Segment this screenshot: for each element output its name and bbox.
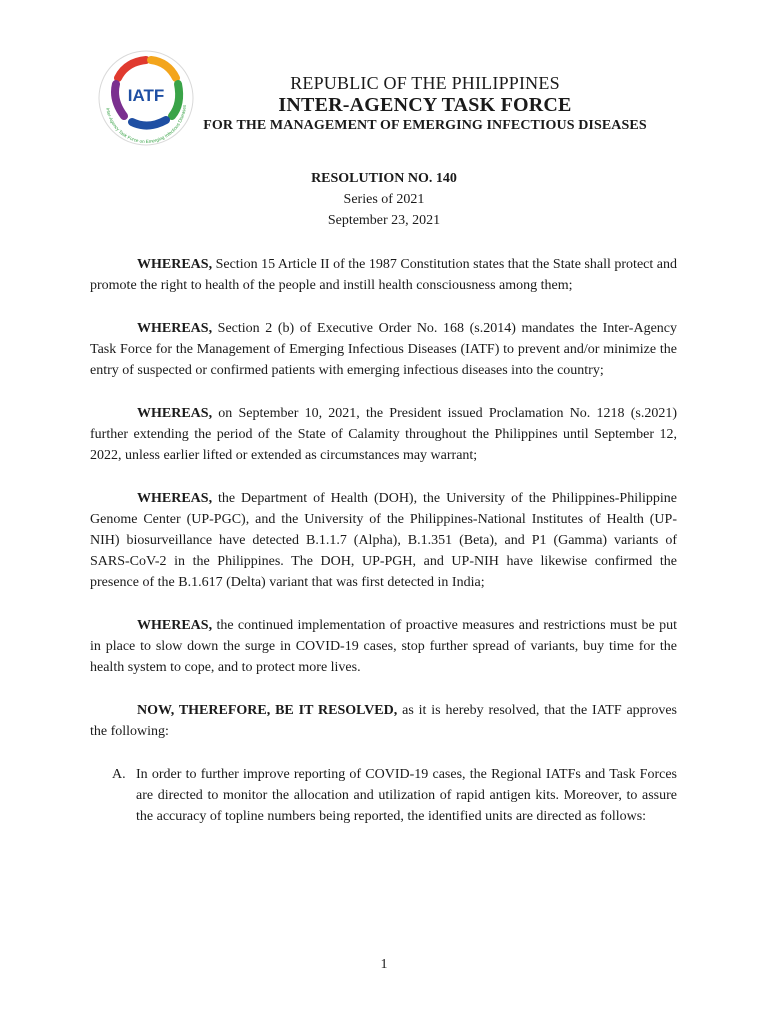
page-number: 1 <box>380 957 388 972</box>
whereas-paragraph-3 <box>90 403 677 466</box>
resolution-body <box>90 254 677 827</box>
letterhead <box>200 72 650 135</box>
resolved-paragraph <box>90 700 677 742</box>
whereas-paragraph-5 <box>90 615 677 678</box>
whereas-paragraph-4 <box>90 488 677 593</box>
logo-ring-text: Inter-Agency Task Force on Emerging Infectious Diseases <box>105 104 187 145</box>
resolution-heading <box>0 168 768 231</box>
list-marker: A. <box>112 767 126 782</box>
resolution-date: September 23, 2021 <box>327 213 441 228</box>
paragraph-lead: WHEREAS, <box>137 321 213 336</box>
paragraph-text: Section 15 Article II of the 1987 Constitution states that the State shall protect and promote the right to health of the people and instill health consciousness among them; <box>90 257 677 293</box>
paragraph-text: as it is hereby resolved, that the IATF approves the following: <box>90 703 678 739</box>
agency-title: INTER-AGENCY TASK FORCE <box>278 94 572 116</box>
paragraph-lead: WHEREAS, <box>137 618 213 633</box>
whereas-paragraph-1 <box>90 254 677 296</box>
paragraph-text: Section 2 (b) of Executive Order No. 168 (s.2014) mandates the Inter-Agency Task Force for the Management of Emerging Infectious Diseases (IATF) to prevent and/or minimize the entry of suspected or confirmed patients with emerging infectious diseases into the country; <box>90 321 677 378</box>
logo-text: IATF <box>127 86 165 105</box>
list-item-a <box>90 764 677 827</box>
iatf-logo <box>96 48 196 148</box>
paragraph-text: on September 10, 2021, the President issued Proclamation No. 1218 (s.2021) further extending the period of the State of Calamity throughout the Philippines until September 12, 2022, unless earlier lifted or extended as circumstances may warrant; <box>90 406 677 463</box>
resolution-series: Series of 2021 <box>343 192 425 207</box>
whereas-paragraph-2 <box>90 318 677 381</box>
list-item-text: In order to further improve reporting of COVID-19 cases, the Regional IATFs and Task Forces are directed to monitor the allocation and utilization of rapid antigen kits. Moreover, to assure the accuracy of topline numbers being reported, the identified units are directed as follows: <box>136 767 677 824</box>
agency-subtitle: FOR THE MANAGEMENT OF EMERGING INFECTIOUS DISEASES <box>203 118 647 133</box>
paragraph-lead: WHEREAS, <box>137 491 213 506</box>
paragraph-lead: WHEREAS, <box>137 257 213 272</box>
paragraph-text: the continued implementation of proactive measures and restrictions must be put in place to slow down the surge in COVID-19 cases, stop further spread of variants, buy time for the health system to cope, and to protect more lives. <box>90 618 677 675</box>
paragraph-lead: WHEREAS, <box>137 406 213 421</box>
paragraph-lead: NOW, THEREFORE, BE IT RESOLVED, <box>137 703 398 718</box>
paragraph-text: the Department of Health (DOH), the University of the Philippines-Philippine Genome Center (UP-PGC), and the University of the Philippines-National Institutes of Health (UP-NIH) biosurveillance have detected B.1.1.7 (Alpha), B.1.351 (Beta), and P1 (Gamma) variants of SARS-CoV-2 in the Philippines. The DOH, UP-PGH, and UP-NIH have likewise confirmed the presence of the B.1.617 (Delta) variant that was first detected in India; <box>90 491 677 590</box>
republic-title: REPUBLIC OF THE PHILIPPINES <box>290 73 560 93</box>
resolution-number: RESOLUTION NO. 140 <box>311 171 457 186</box>
